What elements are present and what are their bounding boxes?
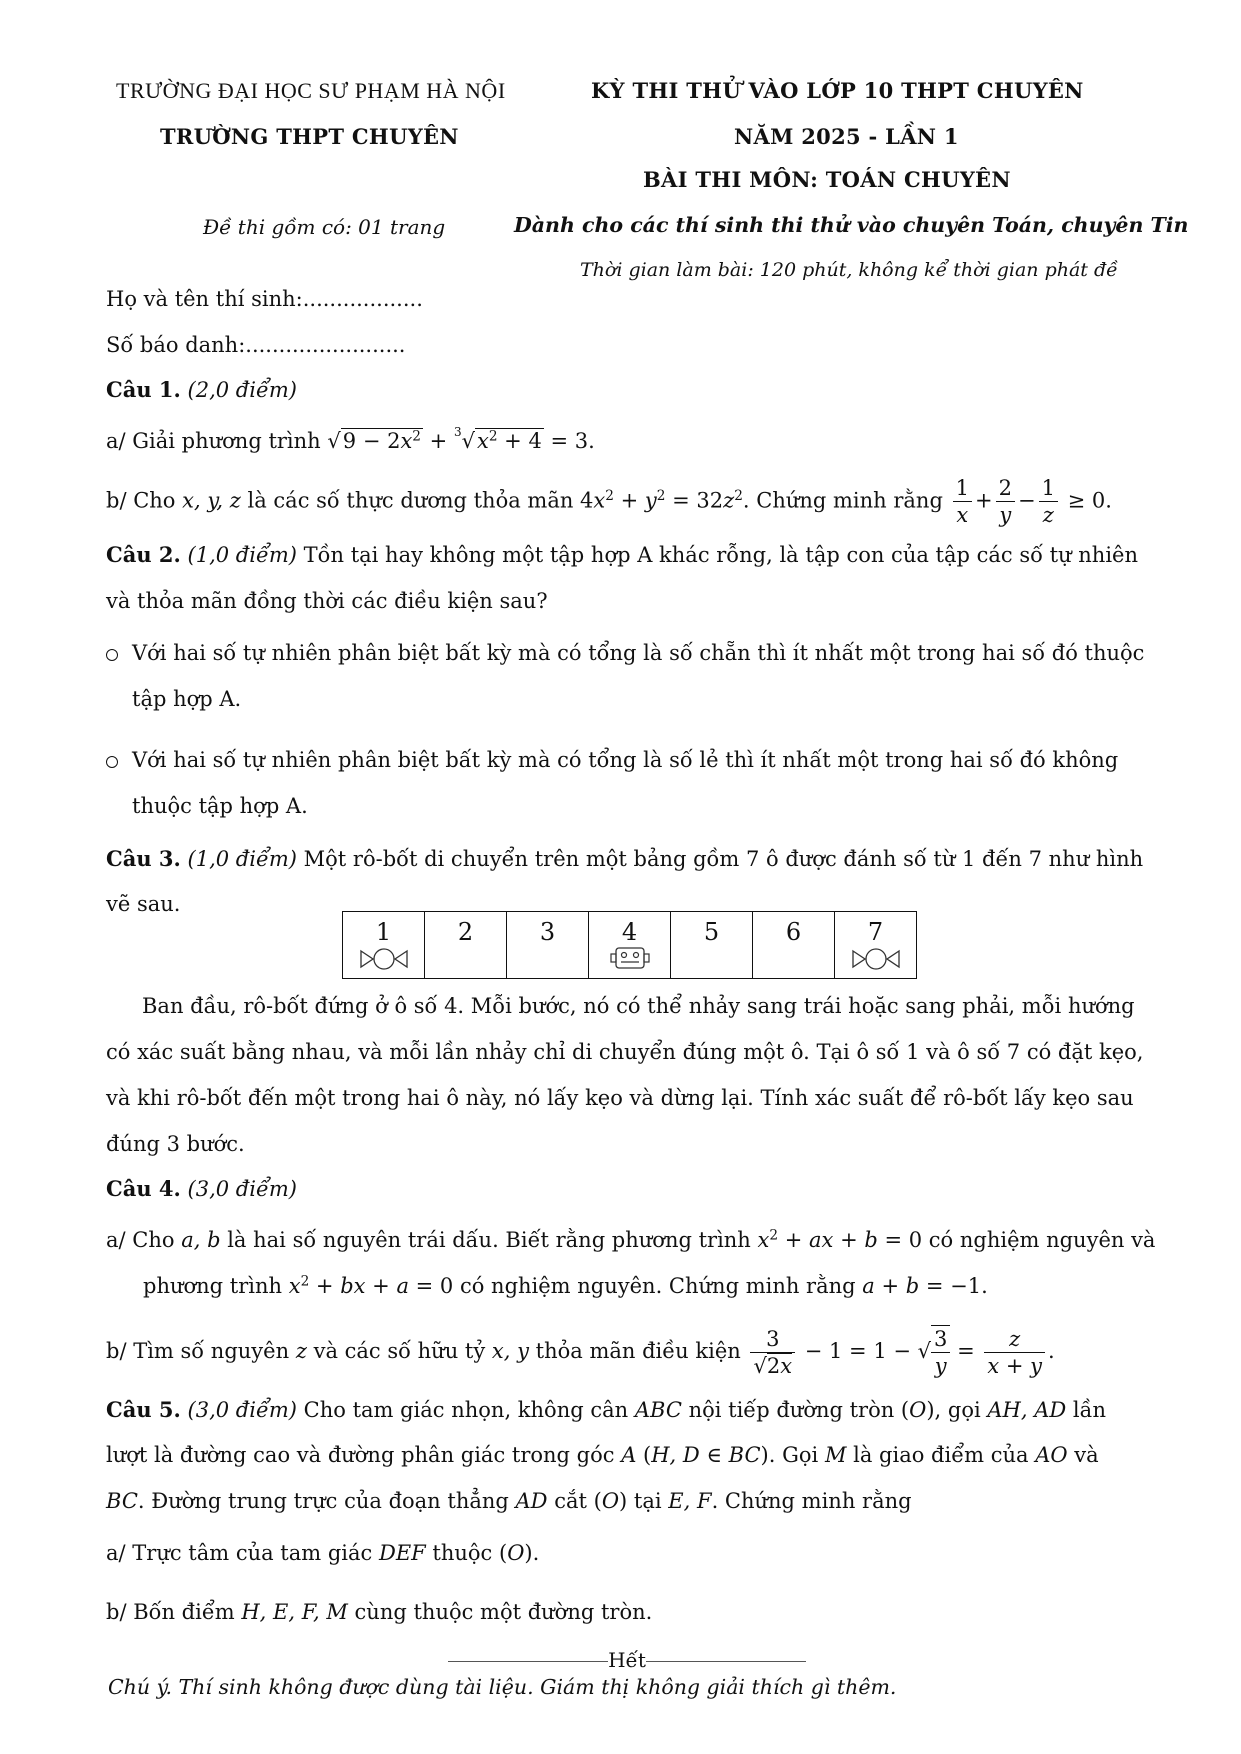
q4-points: (3,0 điểm) [187,1177,297,1201]
q2-bullet1 [106,641,1144,665]
q5a-mid: thuộc [432,1541,493,1565]
q2-bullet2-line2: thuộc tập hợp A. [132,794,308,818]
q1-part-b: b/ Cho x, y, z là các số thực dương thỏa mãn $4x^2 + y^2 = 32z^2$. Chứng minh rằng $\frac{1}{x}$ + $\frac{2}{y}$ − $\frac{1}{z}$ ≥ 0. [106,476,1112,528]
q3-points: (1,0 điểm) [187,847,297,871]
q3-para3: và khi rô-bốt đến một trong hai ô này, nó lấy kẹo và dừng lại. Tính xác suất để rô-bốt lấy kẹo sau [106,1086,1134,1110]
q2-bullet1-line2: tập hợp A. [132,687,242,711]
q3-para4: đúng 3 bước. [106,1132,245,1156]
q5-points: (3,0 điểm) [187,1398,297,1422]
candy-icon [343,948,424,975]
q1a-equation: $√9 - 2x^2 + ^3√x^2 + 4 = 3$. [327,425,595,453]
q4a-line2-mid: có nghiệm nguyên. Chứng minh rằng [459,1274,856,1298]
q3-line1 [106,846,1143,871]
q4-title: Câu 4. [106,1176,181,1201]
school-subname: TRƯỜNG THPT CHUYÊN [160,124,459,149]
q5-line2-end: và [1074,1443,1099,1467]
q5-line2-text: lượt là đường cao và đường phân giác trong góc [106,1443,615,1467]
q5-line2: lượt là đường cao và đường phân giác trong góc A (H, D ∈ BC). Gọi M là giao điểm của AO và [106,1443,1099,1467]
cell-number: 5 [703,918,720,946]
q5-title: Câu 5. [106,1397,181,1422]
q5-line1: Câu 5. (3,0 điểm) Cho tam giác nhọn, không cân ABC nội tiếp đường tròn (O), gọi AH, AD lần [106,1397,1107,1422]
board-cell-3 [507,912,589,979]
candidate-id-field: Số báo danh:........................ [106,333,406,357]
exam-year: NĂM 2025 - LẦN 1 [734,124,959,149]
q1-points: (2,0 điểm) [187,378,297,402]
q4-part-a-line1: a/ Cho a, b là hai số nguyên trái dấu. Biết rằng phương trình $x^2$ + ax + b = 0 có nghiệm nguyên và [106,1227,1156,1252]
board-cell-1 [343,912,425,979]
q1-title: Câu 1. [106,377,181,402]
bullet-icon [106,649,118,661]
q4b-prefix: b/ Tìm số nguyên [106,1338,290,1363]
q5-line2-mid: . Gọi [768,1443,819,1467]
q5-line3-mid: cắt [554,1489,587,1513]
divider [646,1661,806,1662]
q3-para1: Ban đầu, rô-bốt đứng ở ô số 4. Mỗi bước, nó có thể nhảy sang trái hoặc sang phải, mỗi hướng [142,994,1135,1018]
cell-number: 2 [457,918,474,946]
school-name: TRƯỜNG ĐẠI HỌC SƯ PHẠM HÀ NỘI [116,78,506,103]
q4a-end: có nghiệm nguyên và [928,1228,1156,1252]
q2-text1: Tồn tại hay không một tập hợp A khác rỗng, là tập con của tập các số tự nhiên [303,543,1138,567]
bullet-icon [106,756,118,768]
q4-part-a-line2: phương trình $x^2$ + bx + a = 0 có nghiệm nguyên. Chứng minh rằng a + b = −1. [143,1273,988,1298]
robot-icon [589,946,670,975]
q5b-mid: cùng thuộc một đường tròn. [354,1600,653,1624]
candidate-name-field: Họ và tên thí sinh:.................. [106,287,423,311]
divider [448,1661,608,1662]
end-marker [427,1648,827,1672]
q5-line3-end: . Chứng minh rằng [711,1489,912,1513]
q5-part-a: a/ Trực tâm của tam giác DEF thuộc (O). [106,1541,540,1565]
q2-bullet1-line1: Với hai số tự nhiên phân biệt bất kỳ mà có tổng là số chẵn thì ít nhất một trong hai số đó thuộc [132,641,1145,665]
q3-para2: có xác suất bằng nhau, và mỗi lần nhảy chỉ di chuyển đúng một ô. Tại ô số 1 và ô số 7 có đặt kẹo, [106,1040,1144,1064]
q1-heading [106,377,297,402]
end-word: Hết [608,1648,646,1672]
q1b-prefix: b/ Cho [106,488,176,513]
cell-number: 3 [539,918,556,946]
q2-bullet2 [106,748,1118,772]
board-cell-4 [589,912,671,979]
q2-points: (1,0 điểm) [187,543,297,567]
audience-note: Dành cho các thí sinh thi thử vào chuyên Toán, chuyên Tin [514,213,1189,237]
time-note: Thời gian làm bài: 120 phút, không kể thời gian phát đề [580,259,1118,281]
q5a-prefix: a/ Trực tâm của tam giác [106,1541,373,1565]
q1b-proof: . Chứng minh rằng [742,488,943,513]
q4b-mid: và các số hữu tỷ [313,1338,486,1363]
q5-line3: BC. Đường trung trực của đoạn thẳng AD cắt (O) tại E, F. Chứng minh rằng [106,1489,912,1513]
cell-number: 1 [375,918,392,946]
pages-note: Đề thi gồm có: 01 trang [203,215,446,239]
q4-part-b: b/ Tìm số nguyên z và các số hữu tỷ x, y thỏa mãn điều kiện $\frac{3}{√2x}$ − 1 = 1 − √ $\frac{3}{y}$ = $\frac{z}{x + y}$ . [106,1326,1055,1379]
q3-title: Câu 3. [106,846,181,871]
q4a-mid: là hai số nguyên trái dấu. Biết rằng phương trình [227,1228,751,1252]
q4b-mid2: thỏa mãn điều kiện [535,1338,741,1363]
cell-number: 4 [621,918,638,946]
q4a-prefix: a/ Cho [106,1228,175,1252]
exam-title: KỲ THI THỬ VÀO LỚP 10 THPT CHUYÊN [591,78,1084,103]
q1b-mid: là các số thực dương thỏa mãn [247,488,574,513]
board-cell-5 [671,912,753,979]
q5b-prefix: b/ Bốn điểm [106,1600,235,1624]
q3-text1: Một rô-bốt di chuyển trên một bảng gồm 7 ô được đánh số từ 1 đến 7 như hình [303,847,1144,871]
q1-part-a [106,425,595,453]
q3-text2: vẽ sau. [106,892,181,916]
candy-icon [835,948,916,975]
q5-line1-text: Cho tam giác nhọn, không cân [303,1398,629,1422]
q5-line1-mid: nội tiếp đường tròn [688,1398,895,1422]
cell-number: 6 [785,918,802,946]
q2-title: Câu 2. [106,542,181,567]
q2-bullet2-line1: Với hai số tự nhiên phân biệt bất kỳ mà có tổng là số lẻ thì ít nhất một trong hai số đó không [132,748,1119,772]
q5-line3-mid2: tại [633,1489,662,1513]
q5-part-b: b/ Bốn điểm H, E, F, M cùng thuộc một đường tròn. [106,1600,653,1624]
exam-subject: BÀI THI MÔN: TOÁN CHUYÊN [643,167,1011,192]
q5-line2-mid2: là giao điểm của [853,1443,1029,1467]
board-cell-7 [835,912,917,979]
q2-text2: và thỏa mãn đồng thời các điều kiện sau? [106,589,548,613]
footer-note: Chú ý. Thí sinh không được dùng tài liệu. Giám thị không giải thích gì thêm. [108,1675,897,1699]
board-cell-6 [753,912,835,979]
q5-line1-mid2: , gọi [934,1398,981,1422]
robot-board [342,911,917,979]
board-cell-2 [425,912,507,979]
q5-line3-text: . Đường trung trực của đoạn thẳng [137,1489,509,1513]
cell-number: 7 [867,918,884,946]
q2-line1 [106,542,1138,567]
q1a-text: a/ Giải phương trình [106,429,321,453]
q4-heading [106,1176,297,1201]
q4a-line2-prefix: phương trình [143,1274,283,1298]
q5-line1-end: lần [1072,1398,1107,1422]
